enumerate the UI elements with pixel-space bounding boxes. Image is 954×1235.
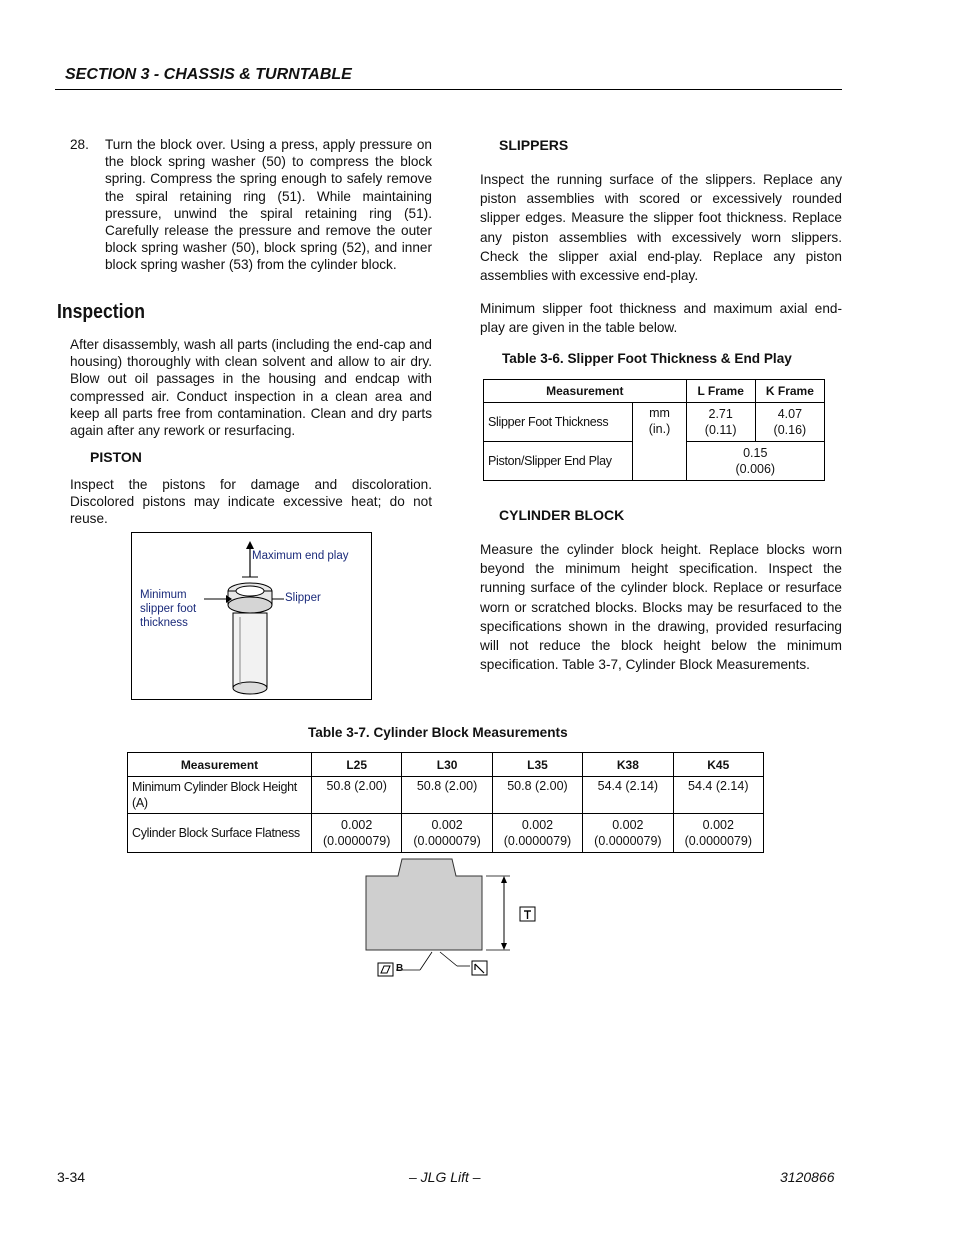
label-min-slipper-foot: Minimum slipper foot thickness bbox=[140, 589, 197, 629]
value-cell: 50.8 (2.00) bbox=[402, 777, 492, 814]
cylinder-block-figure bbox=[362, 856, 552, 981]
col-l25: L25 bbox=[312, 753, 402, 777]
table-row bbox=[128, 777, 764, 814]
col-k-frame: K Frame bbox=[755, 380, 824, 403]
col-l-frame: L Frame bbox=[686, 380, 755, 403]
value-cell: 0.002 (0.0000079) bbox=[583, 814, 673, 853]
table-row bbox=[484, 403, 825, 442]
row-label: Cylinder Block Surface Flatness bbox=[128, 814, 312, 853]
value-cell: 0.002 (0.0000079) bbox=[312, 814, 402, 853]
unit-cell: mm (in.) bbox=[633, 403, 686, 481]
value-cell: 54.4 (2.14) bbox=[673, 777, 763, 814]
table-header-row bbox=[128, 753, 764, 777]
label-max-end-play: Maximum end play bbox=[252, 550, 349, 562]
value-cell: 0.002 (0.0000079) bbox=[492, 814, 582, 853]
value-cell: 54.4 (2.14) bbox=[583, 777, 673, 814]
row-label: Piston/Slipper End Play bbox=[484, 442, 633, 481]
cylinder-block-text: Measure the cylinder block height. Replace blocks worn beyond the minimum height specification. Inspect the running surface of the cylinder block. Replace or resurface worn or scratched blocks. Blocks may be resurfaced to the specifications shown in the drawing, provided resurfacing will not reduce the block height below the minimum specification. Table 3-7, Cylinder Block Measurements. bbox=[480, 542, 842, 673]
col-l30: L30 bbox=[402, 753, 492, 777]
inspection-text: After disassembly, wash all parts (including the end-cap and housing) thoroughly with clean solvent and allow to air dry. Blow out oil passages in the housing and endcap with compressed air. Conduct inspection in a clean area and keep all parts free from contamination. Clean and dry parts again after any rework or resurfacing. bbox=[70, 337, 432, 439]
step-28 bbox=[70, 136, 432, 274]
datum-b-label: B bbox=[396, 963, 404, 974]
l-frame-value: 2.71 (0.11) bbox=[686, 403, 755, 442]
cylinder-block-drawing bbox=[362, 856, 552, 981]
piston-heading: PISTON bbox=[90, 449, 142, 465]
label-slipper: Slipper bbox=[285, 592, 321, 604]
header-rule bbox=[55, 89, 842, 90]
value-cell: 50.8 (2.00) bbox=[492, 777, 582, 814]
value-cell: 50.8 (2.00) bbox=[312, 777, 402, 814]
table-3-6-caption: Table 3-6. Slipper Foot Thickness & End Play bbox=[502, 351, 792, 366]
table-row bbox=[128, 814, 764, 853]
inspection-heading: Inspection bbox=[57, 301, 146, 323]
piston-slipper-figure bbox=[131, 532, 372, 700]
table-3-6 bbox=[483, 379, 825, 481]
end-play-value: 0.15 (0.006) bbox=[686, 442, 824, 481]
section-header: SECTION 3 - CHASSIS & TURNTABLE bbox=[65, 66, 352, 83]
row-label: Minimum Cylinder Block Height (A) bbox=[128, 777, 312, 814]
col-k38: K38 bbox=[583, 753, 673, 777]
footer-page-number: 3-34 bbox=[57, 1169, 86, 1185]
slippers-text-1: Inspect the running surface of the slippers. Replace any piston assemblies with scored or excessively rounded slipper edges. Measure the slipper foot thickness. Replace any piston assemblies with excessively worn slippers. Check the slipper axial end-play. Replace any piston assemblies with excessive end-play. bbox=[480, 172, 842, 284]
piston-text: Inspect the pistons for damage and discoloration. Discolored pistons may indicate excessive heat; do not reuse. bbox=[70, 477, 432, 527]
col-l35: L35 bbox=[492, 753, 582, 777]
col-measurement: Measurement bbox=[128, 753, 312, 777]
table-3-7-caption: Table 3-7. Cylinder Block Measurements bbox=[308, 725, 568, 740]
value-cell: 0.002 (0.0000079) bbox=[673, 814, 763, 853]
step-text: Turn the block over. Using a press, apply pressure on the block spring washer (50) to compress the block spring. Compress the spring enough to safely remove the spiral retaining ring (51). While maintaining pressure, unwind the spiral retaining ring (51). Carefully release the pressure and remove the outer block spring washer (50), block spring (52), and inner block spring washer (53) from the cylinder block. bbox=[105, 137, 432, 273]
cylinder-block-heading: CYLINDER BLOCK bbox=[499, 507, 625, 523]
value-cell: 0.002 (0.0000079) bbox=[402, 814, 492, 853]
col-measurement: Measurement bbox=[484, 380, 687, 403]
table-header-row bbox=[484, 380, 825, 403]
col-k45: K45 bbox=[673, 753, 763, 777]
footer-center: – JLG Lift – bbox=[409, 1169, 481, 1185]
slippers-text-2: Minimum slipper foot thickness and maximum axial end-play are given in the table below. bbox=[480, 301, 842, 336]
step-number: 28. bbox=[70, 137, 89, 152]
k-frame-value: 4.07 (0.16) bbox=[755, 403, 824, 442]
slippers-heading: SLIPPERS bbox=[499, 137, 569, 153]
table-3-7 bbox=[127, 752, 764, 853]
footer-doc-number: 3120866 bbox=[780, 1169, 835, 1185]
row-label: Slipper Foot Thickness bbox=[484, 403, 633, 442]
